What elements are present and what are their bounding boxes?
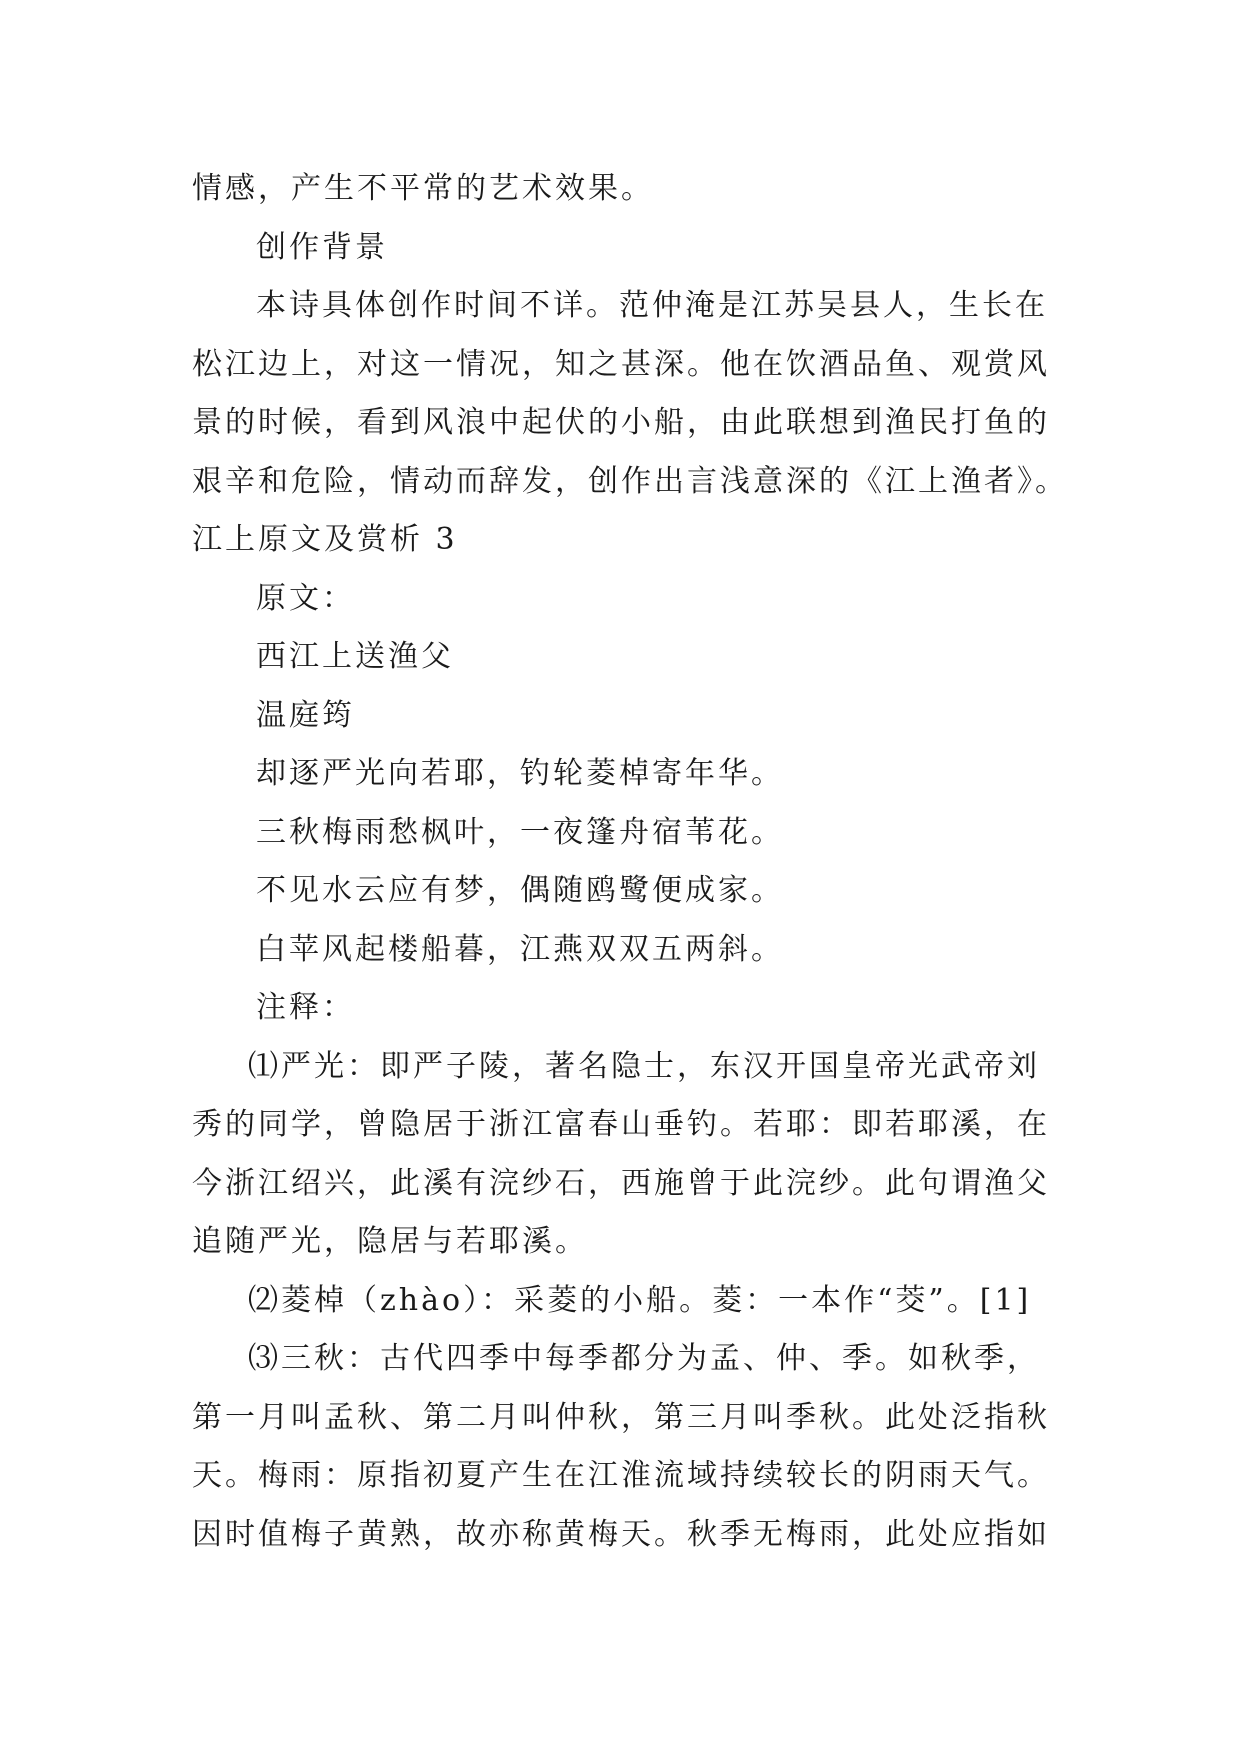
section-heading-background: 创作背景 bbox=[256, 229, 388, 265]
paragraph-line: 情感，产生不平常的艺术效果。 bbox=[192, 171, 654, 206]
poem-verse: 却逐严光向若耶，钓轮菱棹寄年华。 bbox=[256, 756, 784, 791]
paragraph-line: 本诗具体创作时间不详。范仲淹是江苏吴县人，生长在 bbox=[256, 288, 1048, 323]
note-line: 天。梅雨：原指初夏产生在江淮流域持续较长的阴雨天气。 bbox=[192, 1458, 1050, 1493]
section-heading-notes: 注释： bbox=[256, 990, 355, 1025]
note-line: 第一月叫孟秋、第二月叫仲秋，第三月叫季秋。此处泛指秋 bbox=[192, 1399, 1050, 1435]
note-line: 秀的同学，曾隐居于浙江富春山垂钓。若耶：即若耶溪，在 bbox=[192, 1107, 1050, 1142]
document-body bbox=[192, 160, 1068, 1564]
poem-verse: 白苹风起楼船暮，江燕双双五两斜。 bbox=[256, 931, 784, 967]
note-line: 因时值梅子黄熟，故亦称黄梅天。秋季无梅雨，此处应指如 bbox=[192, 1516, 1050, 1552]
paragraph-line: 艰辛和危险，情动而辞发，创作出言浅意深的《江上渔者》。 bbox=[192, 463, 1068, 499]
paragraph-line: 景的时候，看到风浪中起伏的小船，由此联想到渔民打鱼的 bbox=[192, 405, 1050, 440]
paragraph-line: 松江边上，对这一情况，知之甚深。他在饮酒品鱼、观赏风 bbox=[192, 346, 1050, 382]
note-line: 追随严光，隐居与若耶溪。 bbox=[192, 1224, 588, 1259]
note-line: ⑵菱棹（zhào）：采菱的小船。菱：一本作“茭”。[1] bbox=[248, 1282, 1032, 1318]
section-heading-original: 原文： bbox=[256, 580, 355, 616]
note-line: ⑴严光：即严子陵，著名隐士，东汉开国皇帝光武帝刘 bbox=[248, 1048, 1040, 1084]
note-line: 今浙江绍兴，此溪有浣纱石，西施曾于此浣纱。此句谓渔父 bbox=[192, 1165, 1050, 1201]
poem-title: 西江上送渔父 bbox=[256, 639, 454, 674]
poem-author: 温庭筠 bbox=[256, 697, 355, 733]
article-title: 江上原文及赏析 3 bbox=[192, 522, 458, 557]
poem-verse: 不见水云应有梦，偶随鸥鹭便成家。 bbox=[256, 873, 784, 908]
poem-verse: 三秋梅雨愁枫叶，一夜篷舟宿苇花。 bbox=[256, 814, 784, 850]
note-line: ⑶三秋：古代四季中每季都分为孟、仲、季。如秋季， bbox=[248, 1341, 1040, 1376]
